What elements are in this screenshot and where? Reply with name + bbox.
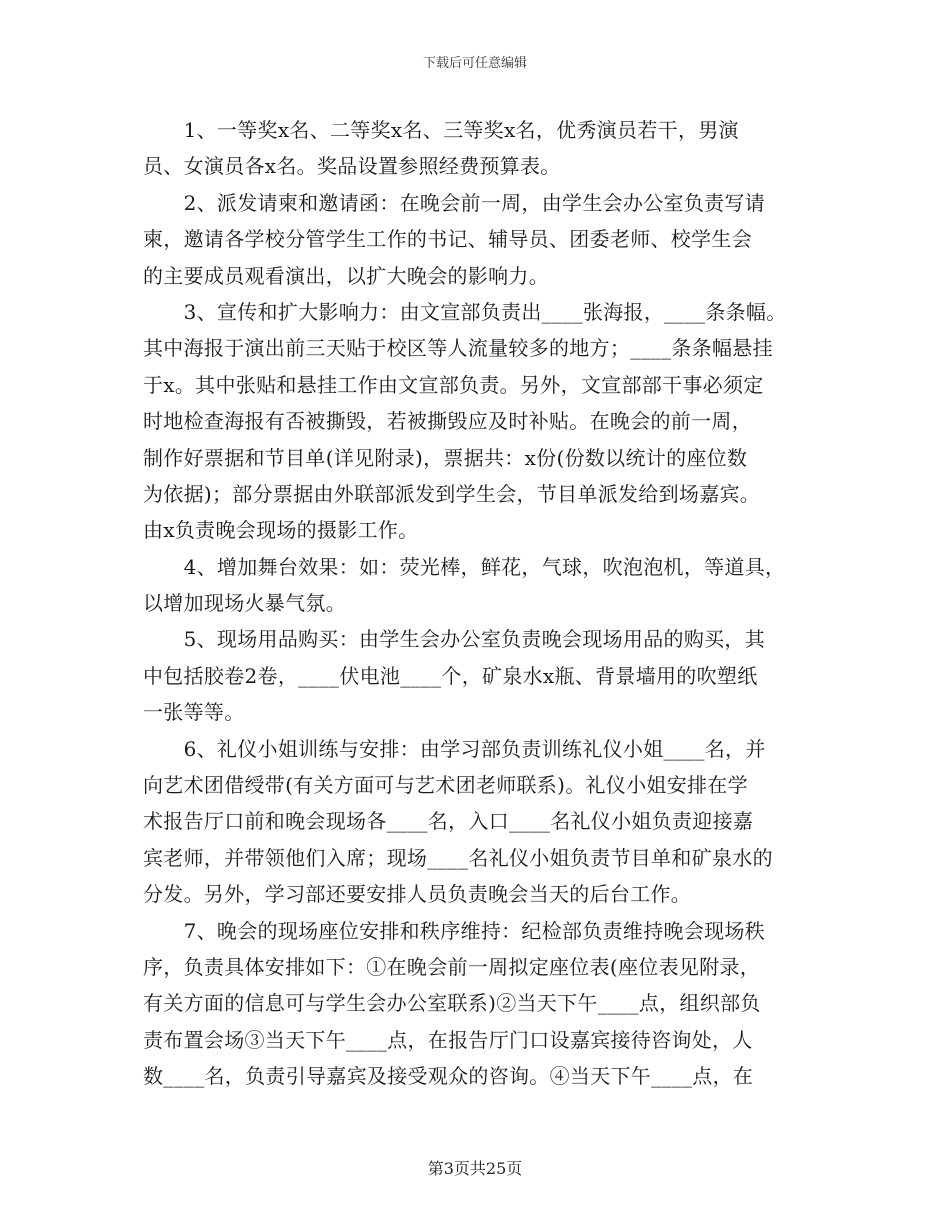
text-line: 3、宣传和扩大影响力：由文宣部负责出____张海报，____条条幅。 xyxy=(143,299,787,324)
document-body xyxy=(143,112,823,1095)
paragraph-2 xyxy=(143,185,823,294)
text-line: 柬，邀请各学校分管学生工作的书记、辅导员、团委老师、校学生会 xyxy=(143,227,752,252)
text-line: 以增加现场火暴气氛。 xyxy=(143,591,346,616)
text-line: 时地检查海报有否被撕毁，若被撕毁应及时补贴。在晚会的前一周， xyxy=(143,409,752,434)
text-line: 数____名，负责引导嘉宾及接受观众的咨询。④当天下午____点，在 xyxy=(143,1064,754,1089)
text-line: 分发。另外，学习部还要安排人员负责晚会当天的后台工作。 xyxy=(143,882,692,907)
text-line: 的主要成员观看演出，以扩大晚会的影响力。 xyxy=(143,263,549,288)
paragraph-4 xyxy=(143,549,823,622)
text-line: 有关方面的信息可与学生会办公室联系)②当天下午____点，组织部负 xyxy=(143,991,761,1016)
text-line: 向艺术团借绶带(有关方面可与艺术团老师联系)。礼仪小姐安排在学 xyxy=(143,773,748,798)
text-line: 宾老师，并带领他们入席；现场____名礼仪小姐负责节目单和矿泉水的 xyxy=(143,845,773,870)
text-line: 6、礼仪小姐训练与安排：由学习部负责训练礼仪小姐____名，并 xyxy=(143,736,766,761)
text-line: 其中海报于演出前三天贴于校区等人流量较多的地方；____条条幅悬挂 xyxy=(143,336,773,361)
paragraph-6 xyxy=(143,731,823,913)
paragraph-1 xyxy=(143,112,823,185)
paragraph-3 xyxy=(143,294,823,549)
text-line: 2、派发请柬和邀请函：在晚会前一周，由学生会办公室负责写请 xyxy=(143,190,766,215)
text-line: 为依据)；部分票据由外联部派发到学生会，节目单派发给到场嘉宾。 xyxy=(143,481,761,506)
text-line: 术报告厅口前和晚会现场各____名，入口____名礼仪小姐负责迎接嘉 xyxy=(143,809,754,834)
text-line: 1、一等奖x名、二等奖x名、三等奖x名，优秀演员若干，男演 xyxy=(143,118,739,142)
text-line: 责布置会场③当天下午____点，在报告厅门口设嘉宾接待咨询处，人 xyxy=(143,1027,753,1052)
text-line: 由x负责晚会现场的摄影工作。 xyxy=(143,518,419,543)
page-header: 下载后可任意编辑 xyxy=(422,56,527,71)
paragraph-5 xyxy=(143,621,823,730)
text-line: 7、晚会的现场座位安排和秩序维持：纪检部负责维持晚会现场秩 xyxy=(143,918,766,943)
text-line: 中包括胶卷2卷，____伏电池____个，矿泉水x瓶、背景墙用的吹塑纸 xyxy=(143,663,758,688)
text-line: 一张等等。 xyxy=(143,700,245,725)
text-line: 员、女演员各x名。奖品设置参照经费预算表。 xyxy=(143,154,561,179)
text-line: 5、现场用品购买：由学生会办公室负责晚会现场用品的购买，其 xyxy=(143,627,766,652)
text-line: 序，负责具体安排如下：①在晚会前一周拟定座位表(座位表见附录， xyxy=(143,954,761,979)
text-line: 于x。其中张贴和悬挂工作由文宣部负责。另外，文宣部部干事必须定 xyxy=(143,372,764,397)
text-line: 制作好票据和节目单(详见附录)，票据共：x份(份数以统计的座位数 xyxy=(143,445,748,470)
paragraph-7 xyxy=(143,913,823,1095)
page-number: 第3页共25页 xyxy=(427,1159,523,1178)
text-line: 4、增加舞台效果：如：荧光棒，鲜花，气球，吹泡泡机，等道具， xyxy=(143,554,786,579)
